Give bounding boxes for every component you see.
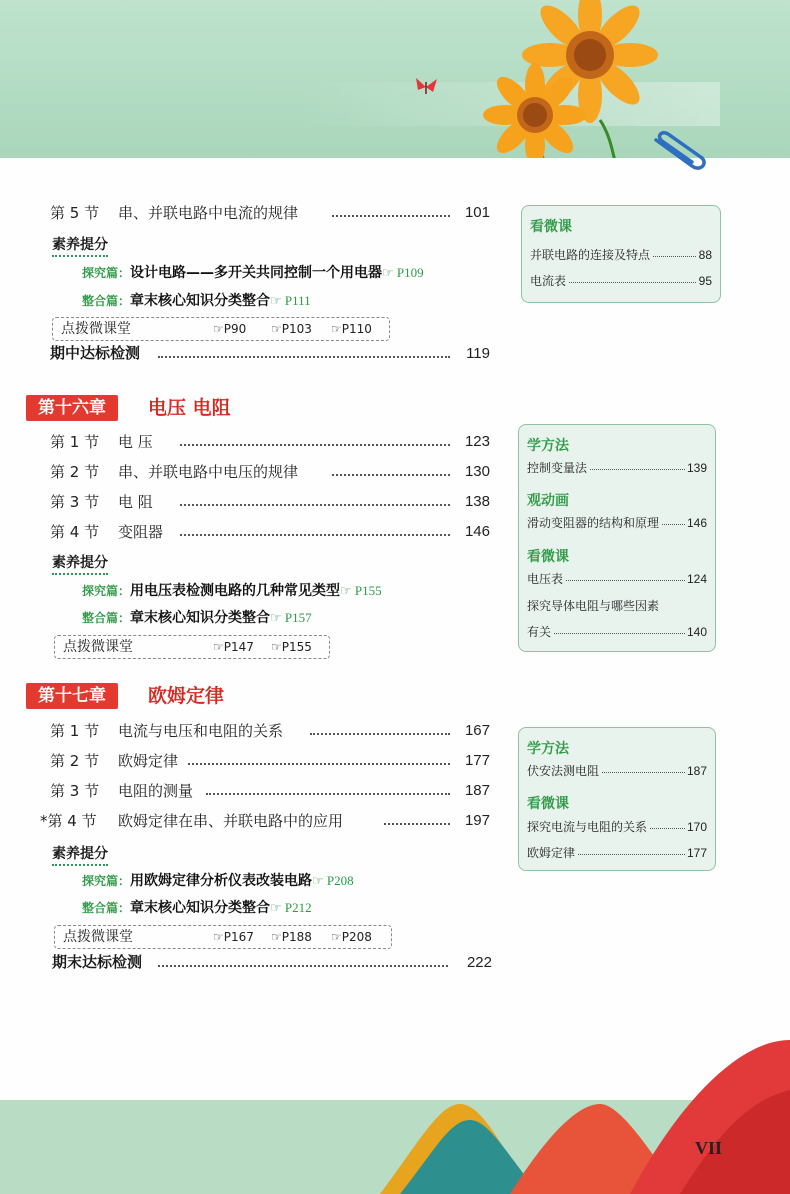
weike-title: 点拨微课堂 [61,321,131,337]
leader-dots [332,474,450,476]
paperclip-icon [648,126,710,176]
weike-box [54,635,330,659]
leader-dots [332,215,450,217]
section-label: *第 4 节 [40,812,97,830]
integrate-page-ref: ☞ P212 [270,900,312,915]
chapter-name: 电压 电阻 [148,397,231,419]
integrate-label: 整合篇： [82,901,131,915]
leader-dots [188,763,450,765]
section-title: 电 阻 [118,493,153,511]
toc-entry-final[interactable] [52,952,492,974]
weike-box [54,925,392,949]
sidebox-item-text: 探究导体电阻与哪些因素 [527,599,660,613]
explore-page-ref: ☞ P109 [382,265,424,280]
sidebox-item-page: 146 [686,516,707,530]
leader-dots [206,793,450,795]
page-ref: 222 [466,954,492,971]
section-title: 欧姆定律 [118,752,179,770]
sidebox-item[interactable] [527,623,707,641]
sidebox-item-page: 170 [686,820,707,834]
explore-page-ref: ☞ P155 [340,583,382,598]
sidebox-heading: 看微课 [527,549,569,565]
sidebox-heading: 观动画 [527,493,569,509]
integrate-label: 整合篇： [82,611,131,625]
toc-entry-17-4[interactable] [40,810,490,832]
integrate-title: 章末核心知识分类整合 [130,900,271,916]
chapter-17-heading[interactable] [26,683,326,709]
explore-title: 用欧姆定律分析仪表改装电路 [130,873,313,889]
sidebox-item-page: 95 [698,274,712,288]
sidebox-item[interactable] [527,762,707,780]
integrate-page-ref: ☞ P111 [270,293,311,308]
toc-entry-17-1[interactable] [50,720,490,742]
sidebox-item[interactable] [527,570,707,588]
section-title: 电 压 [118,433,153,451]
section-title: 电流与电压和电阻的关系 [118,722,284,740]
leader-dots [180,444,450,446]
sidebox-item-text: 电压表 [527,572,564,586]
weike-title: 点拨微课堂 [63,639,133,655]
weike-ref[interactable]: ☞P208 [331,930,372,944]
suyang-explore-row[interactable] [82,580,382,600]
page-ref: 197 [464,812,490,829]
sidebox-item[interactable] [530,246,712,264]
suyang-integrate-row[interactable] [82,607,312,627]
sidebox-item-text: 伏安法测电阻 [527,764,600,778]
weike-ref[interactable]: ☞P103 [271,322,312,336]
sidebox-chapter-16 [518,424,716,652]
weike-ref[interactable]: ☞P90 [213,322,247,336]
leader-dots [180,504,450,506]
weike-box [52,317,390,341]
sidebox-item-text: 探究电流与电阻的关系 [527,820,648,834]
suyang-integrate-row[interactable] [82,290,311,310]
page-number: VII [695,1138,723,1158]
sidebox-item-page: 139 [686,461,707,475]
mountain-decoration [380,1040,790,1194]
sidebox-chapter-17 [518,727,716,871]
sidebox-item[interactable] [527,597,707,615]
integrate-title: 章末核心知识分类整合 [130,610,271,626]
explore-label: 探究篇： [82,266,131,280]
section-label: 第 5 节 [50,204,100,222]
leader-dots [158,965,448,967]
sidebox-item-page: 177 [686,846,707,860]
section-label: 第 3 节 [50,493,100,511]
integrate-label: 整合篇： [82,294,131,308]
page-ref: 146 [464,523,490,540]
weike-title: 点拨微课堂 [63,929,133,945]
page-ref: 187 [464,782,490,799]
sidebox-item[interactable] [530,272,712,290]
page-ref: 177 [464,752,490,769]
suyang-heading: 素养提分 [52,552,108,572]
page-ref: 123 [464,433,490,450]
sidebox-heading: 学方法 [527,741,569,757]
section-label: 第 2 节 [50,752,100,770]
sidebox-item-page: 124 [686,572,707,586]
toc-entry-17-2[interactable] [50,750,490,772]
chapter-name: 欧姆定律 [148,685,225,707]
suyang-explore-row[interactable] [82,262,424,282]
page-ref: 130 [464,463,490,480]
integrate-page-ref: ☞ P157 [270,610,312,625]
weike-ref[interactable]: ☞P188 [271,930,312,944]
section-title: 电阻的测量 [118,782,194,800]
sidebox-micro-lessons [521,205,721,303]
section-label: 第 2 节 [50,463,100,481]
sidebox-item[interactable] [527,514,707,532]
section-label: 第 1 节 [50,722,100,740]
midterm-title: 期中达标检测 [50,345,141,362]
page-ref: 101 [464,204,490,221]
sidebox-item-text: 电流表 [530,274,567,288]
toc-entry-midterm[interactable] [50,343,490,365]
toc-entry-16-1[interactable] [50,431,490,453]
toc-entry-16-2[interactable] [50,461,490,483]
sidebox-heading: 看微课 [530,219,572,235]
explore-label: 探究篇： [82,584,131,598]
section-title: 欧姆定律在串、并联电路中的应用 [118,812,344,830]
integrate-title: 章末核心知识分类整合 [130,293,271,309]
section-label: 第 1 节 [50,433,100,451]
leader-dots [180,534,450,536]
toc-entry-section-5[interactable] [50,202,490,224]
butterfly-icon [413,76,439,98]
suyang-heading: 素养提分 [52,234,108,254]
toc-entry-17-3[interactable] [50,780,490,802]
chapter-number: 第十六章 [26,395,118,421]
section-label: 第 3 节 [50,782,100,800]
sidebox-heading: 看微课 [527,796,569,812]
explore-title: 设计电路——多开关共同控制一个用电器 [130,265,383,281]
leader-dots [310,733,450,735]
sidebox-item-page: 140 [686,625,707,639]
sidebox-item-text: 有关 [527,625,552,639]
section-title: 串、并联电路中电压的规律 [118,463,299,481]
sidebox-heading: 学方法 [527,438,569,454]
chapter-number: 第十七章 [26,683,118,709]
final-title: 期末达标检测 [52,954,143,971]
sidebox-item-page: 88 [698,248,712,262]
leader-dots [384,823,450,825]
explore-label: 探究篇： [82,874,131,888]
sidebox-item-text: 并联电路的连接及特点 [530,248,651,262]
explore-page-ref: ☞ P208 [312,873,354,888]
sidebox-item-text: 滑动变阻器的结构和原理 [527,516,660,530]
suyang-integrate-row[interactable] [82,897,312,917]
sidebox-item-text: 欧姆定律 [527,846,576,860]
sidebox-item-page: 187 [686,764,707,778]
sidebox-item[interactable] [527,459,707,477]
toc-entry-16-3[interactable] [50,491,490,513]
page-ref: 119 [466,345,490,362]
section-title: 串、并联电路中电流的规律 [118,204,299,222]
sidebox-item-text: 控制变量法 [527,461,588,475]
weike-ref[interactable]: ☞P110 [331,322,372,336]
weike-ref[interactable]: ☞P167 [213,930,254,944]
chapter-16-heading[interactable] [26,395,326,421]
leader-dots [158,356,450,358]
sidebox-item[interactable] [527,844,707,862]
page-ref: 167 [464,722,490,739]
suyang-heading: 素养提分 [52,843,108,863]
section-title: 变阻器 [118,523,164,541]
page-ref: 138 [464,493,490,510]
explore-title: 用电压表检测电路的几种常见类型 [130,583,341,599]
sidebox-item[interactable] [527,818,707,836]
suyang-explore-row[interactable] [82,870,354,890]
section-label: 第 4 节 [50,523,100,541]
weike-ref[interactable]: ☞P155 [271,640,312,654]
toc-entry-16-4[interactable] [50,521,490,543]
weike-ref[interactable]: ☞P147 [213,640,254,654]
